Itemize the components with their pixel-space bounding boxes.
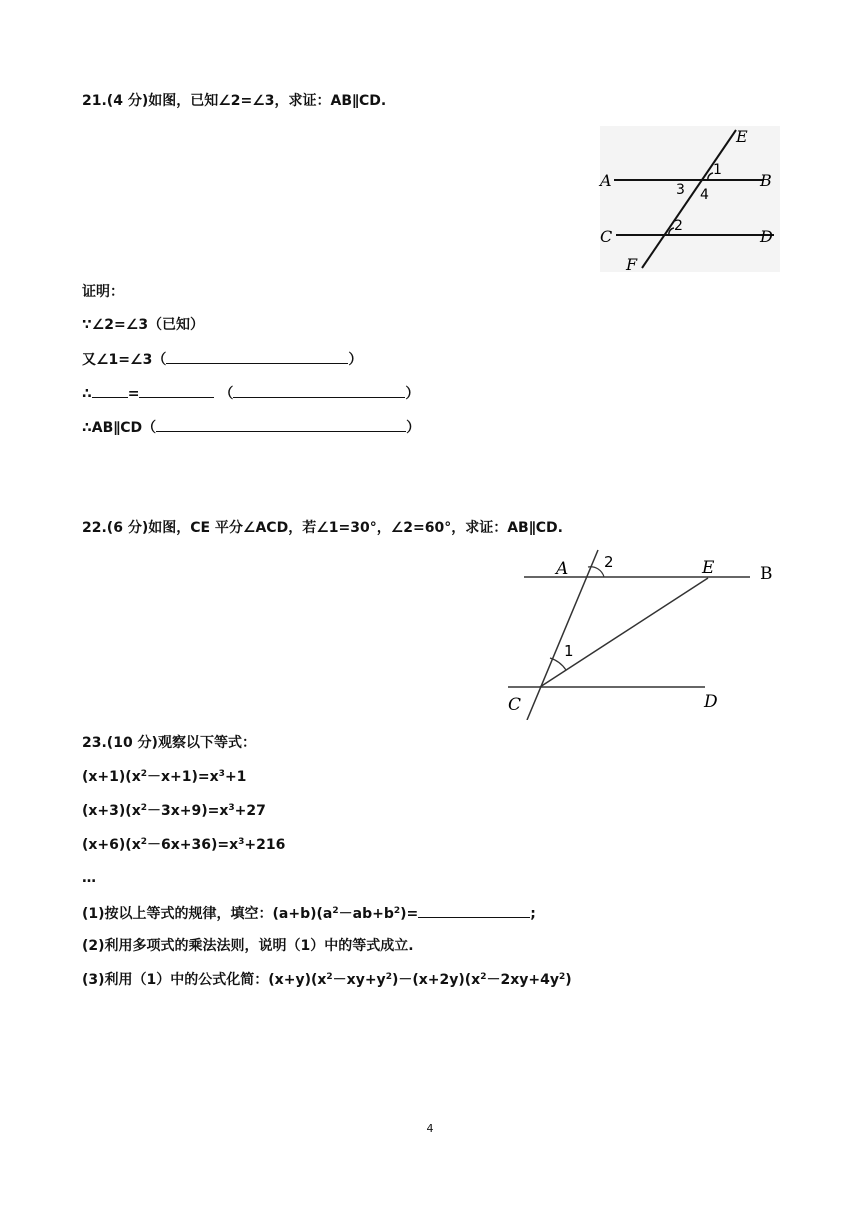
step3-suffix: ）: [405, 386, 420, 402]
part3-text: －2xy+4y: [486, 972, 559, 988]
proof-step-3: [82, 383, 419, 403]
part3-text: ): [565, 972, 572, 988]
label-D: D: [704, 692, 718, 712]
exponent: 2: [558, 972, 566, 982]
part1-text: (1)按以上等式的规律，填空：(a+b)(a: [82, 906, 333, 922]
answer-blank[interactable]: [92, 383, 128, 398]
q22-figure: [500, 545, 790, 720]
label-1: 1: [713, 162, 722, 178]
label-B: B: [760, 171, 772, 190]
label-3: 3: [676, 182, 685, 198]
q23-title: 23.(10 分)观察以下等式：: [82, 735, 256, 751]
eq-text: (x+1)(x: [82, 769, 141, 785]
eq-text: +216: [244, 837, 286, 853]
exponent: 2: [140, 769, 147, 779]
q22-title: 22.(6 分)如图，CE 平分∠ACD，若∠1=30°，∠2=60°，求证：AB∥CD.: [82, 520, 563, 536]
step4-prefix: ∴AB∥CD（: [82, 420, 157, 436]
answer-blank[interactable]: [233, 383, 405, 398]
exponent: 3: [238, 837, 245, 847]
eq-text: (x+6)(x: [82, 837, 141, 853]
label-D: D: [760, 227, 773, 246]
label-F: F: [626, 255, 638, 274]
part1-text: －ab+b: [338, 906, 394, 922]
exponent: 3: [228, 803, 235, 813]
proof-step-2: [82, 349, 362, 369]
q21-figure: [596, 118, 786, 276]
exponent: 2: [385, 972, 392, 982]
exponent: 2: [326, 972, 333, 982]
step4-suffix: ）: [406, 420, 421, 436]
proof-heading: 证明：: [82, 284, 124, 300]
label-E: E: [736, 127, 748, 146]
label-B: B: [760, 564, 773, 584]
step3-equals: =: [127, 386, 140, 402]
part-1: [82, 903, 536, 923]
answer-blank[interactable]: [166, 349, 348, 364]
label-4: 4: [700, 187, 709, 203]
eq-text: (x+3)(x: [82, 803, 141, 819]
label-C: C: [600, 227, 613, 246]
equation-3: [82, 836, 285, 854]
part3-text: (3)利用（1）中的公式化简：(x+y)(x: [82, 972, 327, 988]
part-3: [82, 971, 572, 989]
step3-prefix: ∴: [82, 386, 92, 402]
part-2: (2)利用多项式的乘法法则，说明（1）中的等式成立.: [82, 938, 414, 954]
eq-text: +1: [224, 769, 247, 785]
label-2: 2: [604, 553, 614, 571]
eq-text: +27: [234, 803, 266, 819]
eq-text: －6x+36)=x: [147, 837, 239, 853]
eq-text: －x+1)=x: [147, 769, 219, 785]
equation-1: [82, 768, 246, 786]
step2-prefix: 又∠1=∠3（: [82, 352, 167, 368]
label-A: A: [600, 171, 612, 190]
label-2: 2: [674, 218, 683, 234]
label-E: E: [702, 558, 715, 578]
answer-blank[interactable]: [156, 417, 406, 432]
part1-text: )=: [400, 906, 419, 922]
part1-end: ;: [530, 906, 536, 922]
proof-step-1: ∵∠2=∠3（已知）: [82, 317, 205, 333]
exponent: 2: [480, 972, 487, 982]
ellipsis: …: [82, 870, 96, 886]
part3-text: )－(x+2y)(x: [391, 972, 481, 988]
part3-text: －xy+y: [332, 972, 386, 988]
label-A: A: [556, 559, 569, 579]
page-number: 4: [426, 1122, 434, 1135]
exponent: 2: [332, 906, 339, 916]
label-1: 1: [564, 642, 574, 660]
answer-blank[interactable]: [418, 903, 530, 918]
exponent: 2: [140, 803, 147, 813]
q21-title: 21.(4 分)如图，已知∠2=∠3，求证：AB∥CD.: [82, 93, 387, 109]
exponent: 2: [140, 837, 147, 847]
eq-text: －3x+9)=x: [147, 803, 229, 819]
step3-open: （: [219, 386, 234, 402]
equation-2: [82, 802, 266, 820]
answer-blank[interactable]: [139, 383, 214, 398]
step2-suffix: ）: [348, 352, 363, 368]
label-C: C: [508, 695, 522, 715]
proof-step-4: [82, 417, 420, 437]
exponent: 2: [393, 906, 401, 916]
exponent: 3: [218, 769, 225, 779]
